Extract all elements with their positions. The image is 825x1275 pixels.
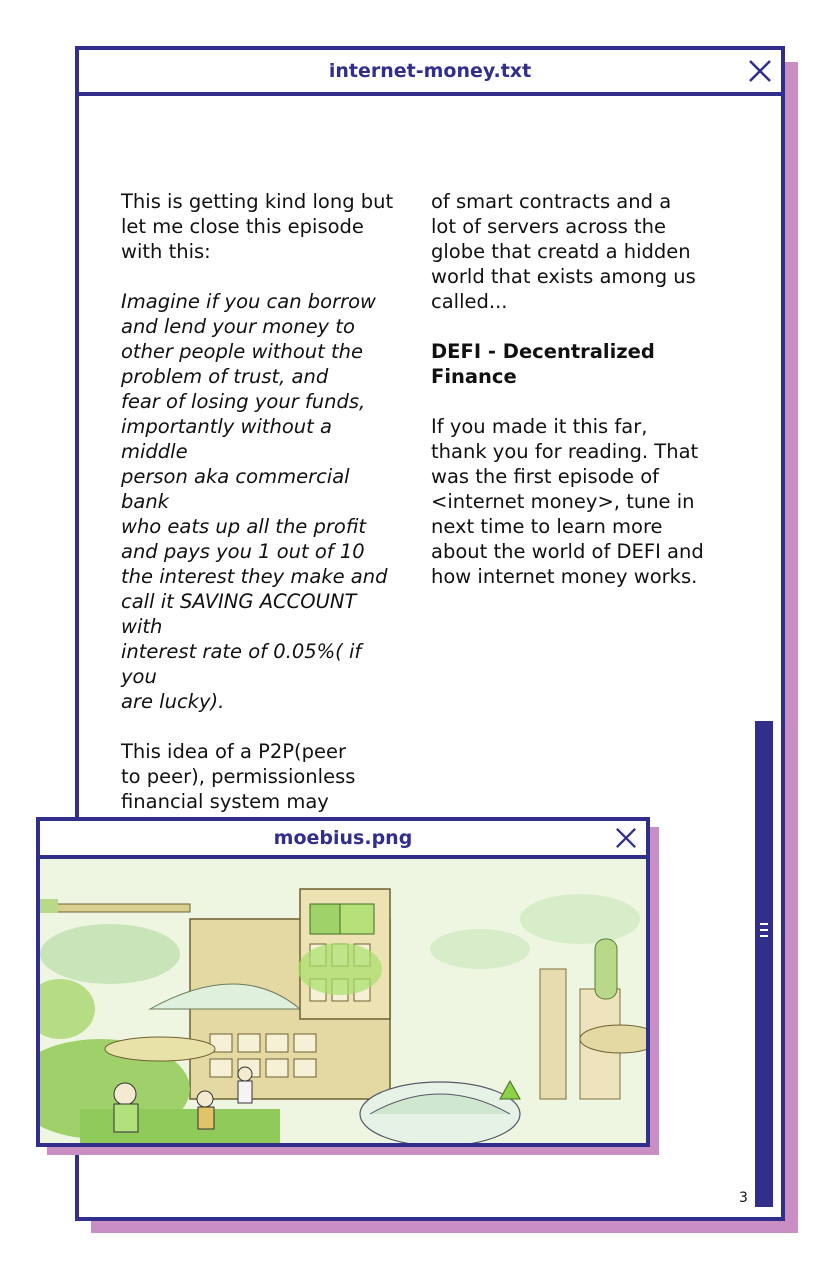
paragraph: of smart contracts and a lot of servers across the globe that creatd a hidden world that exists among us called...: [431, 190, 696, 313]
paragraph: If you made it this far, thank you for reading. That was the first episode of <internet money>, tune in next time to learn more about the world of DEFI and how internet money works.: [431, 415, 704, 588]
page-number: 3: [739, 1190, 748, 1206]
text-column-left: [121, 189, 401, 889]
close-icon[interactable]: [615, 827, 637, 849]
italic-paragraph: Imagine if you can borrow and lend your money to other people without the problem of trust, and fear of losing your funds, importantly without a middle person aka commercial bank who eats up all the profit and pays you 1 out of 10 the interest they make and call it SAVING ACCOUNT with interest rate of 0.05%( if you are lucky).: [121, 290, 388, 713]
paragraph: This idea of a P2P(peer to peer), permissionless financial system may: [121, 740, 356, 813]
close-icon[interactable]: [748, 59, 772, 83]
paragraph: This is getting kind long but let me close this episode with this:: [121, 190, 394, 263]
window-title: moebius.png: [273, 827, 413, 849]
scrollbar[interactable]: [755, 721, 773, 1207]
text-window-titlebar[interactable]: [79, 50, 781, 96]
window-title: internet-money.txt: [328, 60, 532, 82]
illustration-image: [40, 859, 646, 1143]
scrollbar-grip-icon[interactable]: [760, 923, 768, 937]
text-column-right: [431, 189, 721, 614]
image-window[interactable]: [36, 817, 650, 1147]
image-window-titlebar[interactable]: [40, 821, 646, 859]
section-heading: DEFI - Decentralized Finance: [431, 340, 655, 388]
